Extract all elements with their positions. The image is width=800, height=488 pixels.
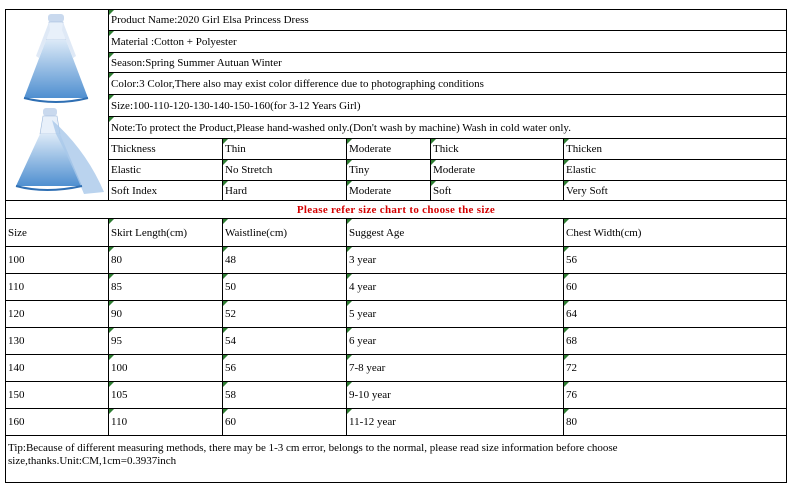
table-row <box>109 355 223 382</box>
table-row <box>6 247 109 274</box>
table-row <box>347 247 564 274</box>
table-row <box>564 328 786 355</box>
table-row <box>223 247 347 274</box>
size-header-cell <box>6 219 109 247</box>
table-row <box>564 409 786 436</box>
product-name-text: Product Name:2020 Girl Elsa Princess Dress <box>111 14 309 26</box>
table-row <box>223 355 347 382</box>
table-cell: 60 <box>566 281 577 293</box>
color-text: Color:3 Color,There also may exist color difference due to photographing conditions <box>111 77 484 90</box>
attribute-value: Thick <box>433 143 459 155</box>
size-header-label: Chest Width(cm) <box>566 226 642 239</box>
attribute-value-cell <box>347 160 431 181</box>
table-row <box>109 301 223 328</box>
size-header-cell <box>347 219 564 247</box>
table-cell: 3 year <box>349 254 377 266</box>
table-row <box>6 328 109 355</box>
size-header-label: Skirt Length(cm) <box>111 226 188 239</box>
attribute-label-cell <box>109 160 223 181</box>
tip-row <box>6 438 786 482</box>
attribute-value: Very Soft <box>566 184 608 197</box>
table-row <box>347 409 564 436</box>
table-row <box>347 382 564 409</box>
table-cell: 150 <box>8 389 25 401</box>
attribute-value-cell <box>431 139 564 160</box>
attribute-value-cell <box>347 181 431 201</box>
table-row <box>109 274 223 301</box>
attribute-label: Soft Index <box>111 184 158 197</box>
table-row <box>347 355 564 382</box>
size-chart-sheet <box>5 9 787 483</box>
size-header-label: Waistline(cm) <box>225 226 288 239</box>
table-row <box>223 301 347 328</box>
table-row <box>6 382 109 409</box>
table-cell: 11-12 year <box>349 416 396 428</box>
table-row <box>223 328 347 355</box>
attribute-label-cell <box>109 181 223 201</box>
table-row <box>109 409 223 436</box>
attribute-value: Thicken <box>566 143 603 155</box>
material-row <box>109 31 786 53</box>
table-row <box>564 382 786 409</box>
care-note-text: Note:To protect the Product,Please hand-washed only.(Don't wash by machine) Wash in cold water only. <box>111 121 571 134</box>
color-row <box>109 73 786 95</box>
table-row <box>564 355 786 382</box>
table-row <box>109 328 223 355</box>
table-cell: 52 <box>225 308 236 320</box>
table-cell: 100 <box>8 254 25 266</box>
size-range-text: Size:100-110-120-130-140-150-160(for 3-12 Years Girl) <box>111 99 361 112</box>
size-chart-title <box>6 201 786 219</box>
product-name-row <box>109 10 786 31</box>
attribute-value: Moderate <box>433 164 476 176</box>
table-cell: 9-10 year <box>349 389 391 401</box>
table-cell: 120 <box>8 308 25 320</box>
attribute-value: Hard <box>225 184 247 197</box>
table-cell: 6 year <box>349 335 377 347</box>
attribute-label: Elastic <box>111 164 141 176</box>
size-header-label: Suggest Age <box>349 226 405 239</box>
table-row <box>223 409 347 436</box>
size-header-cell <box>564 219 786 247</box>
attribute-value-cell <box>347 139 431 160</box>
table-cell: 110 <box>111 416 128 428</box>
table-cell: 60 <box>225 416 236 428</box>
season-row <box>109 53 786 73</box>
table-row <box>6 274 109 301</box>
table-cell: 110 <box>8 281 25 293</box>
size-header-cell <box>223 219 347 247</box>
attribute-label: Thickness <box>111 143 156 155</box>
tip-text: Tip:Because of different measuring methods, there may be 1-3 cm error, belongs to the normal, please read size information before choose size,thanks.Unit:CM,1cm=0.3937inch <box>8 442 618 467</box>
attribute-value-cell <box>431 160 564 181</box>
table-cell: 56 <box>225 362 236 374</box>
attribute-value-cell <box>223 160 347 181</box>
table-cell: 140 <box>8 362 25 374</box>
table-cell: 64 <box>566 308 577 320</box>
attribute-value: Soft <box>433 184 452 197</box>
table-cell: 80 <box>111 254 122 266</box>
size-header-cell <box>109 219 223 247</box>
table-cell: 50 <box>225 281 236 293</box>
table-cell: 90 <box>111 308 122 320</box>
attribute-value-cell <box>223 181 347 201</box>
table-cell: 72 <box>566 362 577 374</box>
size-chart-title-text: Please refer size chart to choose the size <box>296 203 496 216</box>
table-cell: 7-8 year <box>349 362 386 374</box>
table-cell: 56 <box>566 254 577 266</box>
table-row <box>109 247 223 274</box>
season-text: Season:Spring Summer Autuan Winter <box>111 56 282 69</box>
material-text: Material :Cotton + Polyester <box>111 35 237 48</box>
table-cell: 80 <box>566 416 577 428</box>
table-cell: 160 <box>8 416 25 428</box>
table-cell: 4 year <box>349 281 377 293</box>
table-cell: 48 <box>225 254 236 266</box>
dress-back-image <box>16 108 104 194</box>
attribute-value: Elastic <box>566 164 596 176</box>
size-range-row <box>109 95 786 117</box>
table-row <box>564 301 786 328</box>
table-row <box>564 247 786 274</box>
table-cell: 5 year <box>349 308 377 320</box>
attribute-label-cell <box>109 139 223 160</box>
table-row <box>223 274 347 301</box>
table-row <box>223 382 347 409</box>
table-cell: 54 <box>225 335 236 347</box>
attribute-value-cell <box>564 181 786 201</box>
attribute-value: Moderate <box>349 143 392 155</box>
table-cell: 58 <box>225 389 236 401</box>
table-row <box>564 274 786 301</box>
table-cell: 95 <box>111 335 122 347</box>
table-cell: 85 <box>111 281 122 293</box>
attribute-value: Tiny <box>349 164 370 176</box>
attribute-value: Moderate <box>349 184 392 197</box>
table-cell: 76 <box>566 389 577 401</box>
product-photo <box>6 10 109 201</box>
elsa-dress-illustration <box>6 10 108 200</box>
table-row <box>6 355 109 382</box>
table-cell: 130 <box>8 335 25 347</box>
table-cell: 68 <box>566 335 577 347</box>
table-row <box>347 301 564 328</box>
attribute-value-cell <box>564 139 786 160</box>
size-header-label: Size <box>8 226 27 239</box>
table-row <box>6 409 109 436</box>
attribute-value-cell <box>223 139 347 160</box>
attribute-value: No Stretch <box>225 164 273 176</box>
table-row <box>347 274 564 301</box>
care-note-row <box>109 117 786 139</box>
attribute-value: Thin <box>225 143 246 155</box>
table-row <box>347 328 564 355</box>
table-row <box>6 301 109 328</box>
table-row <box>109 382 223 409</box>
dress-front-image <box>24 14 88 102</box>
table-cell: 105 <box>111 389 128 401</box>
attribute-value-cell <box>431 181 564 201</box>
table-cell: 100 <box>111 362 128 374</box>
attribute-value-cell <box>564 160 786 181</box>
